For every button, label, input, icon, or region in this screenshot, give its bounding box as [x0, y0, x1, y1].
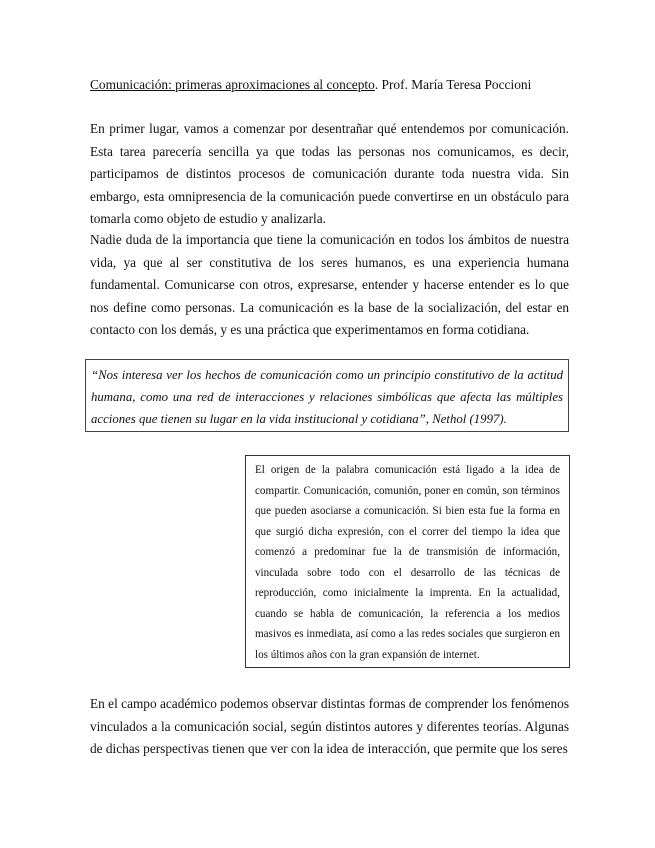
title-author-text: . Prof. María Teresa Poccioni: [374, 77, 532, 92]
quote-box: [85, 359, 569, 432]
sidebar-box: [245, 455, 570, 668]
importance-paragraph: Nadie duda de la importancia que tiene la comunicación en todos los ámbitos de nuestra vida, ya que al ser constitutiva de los seres humanos, es una experiencia humana fundamental. Comunicarse con otros, expresarse, entender y hacerse entender es lo que nos define como personas. La comunicación es la base de la socialización, del estar en contacto con los demás, y es una práctica que experimentamos en forma cotidiana.: [90, 232, 569, 338]
quote-text: “Nos interesa ver los hechos de comunicación como un principio constitutivo de la actitud humana, como una red de interacciones y relaciones simbólicas que afecta las múltiples acciones que tienen su lugar en la vida institucional y cotidiana”, Nethol (1997).: [91, 368, 563, 426]
sidebar-text: El origen de la palabra comunicación está ligado a la idea de compartir. Comunicación, comunión, poner en común, son términos que pueden asociarse a comunicación. Si bien esta fue la forma en que surgió dicha expresión, con el correr del tiempo la idea que comenzó a predominar fue la de transmisión de información, vinculada sobre todo con el desarrollo de las técnicas de reproducción, como inicialmente la imprenta. En la actualidad, cuando se habla de comunicación, la referencia a los medios masivos es inmediata, así como a las redes sociales que surgieron en los últimos años con la gran expansión de internet.: [255, 464, 560, 661]
document-title: [90, 76, 570, 94]
intro-paragraph: En primer lugar, vamos a comenzar por desentrañar qué entendemos por comunicación. Esta tarea parecería sencilla ya que todas las personas nos comunicamos, es decir, participamos de distintos procesos de comunicación durante toda nuestra vida. Sin embargo, esta omnipresencia de la comunicación puede convertirse en un obstáculo para tomarla como objeto de estudio y analizarla.: [90, 121, 569, 227]
title-underlined-text: Comunicación: primeras aproximaciones al concepto: [90, 77, 375, 92]
academic-paragraph: En el campo académico podemos observar distintas formas de comprender los fenómenos vinculados a la comunicación social, según distintos autores y diferentes teorías. Algunas de dichas perspectivas tienen que ver con la idea de interacción, que permite que los seres: [90, 696, 569, 757]
